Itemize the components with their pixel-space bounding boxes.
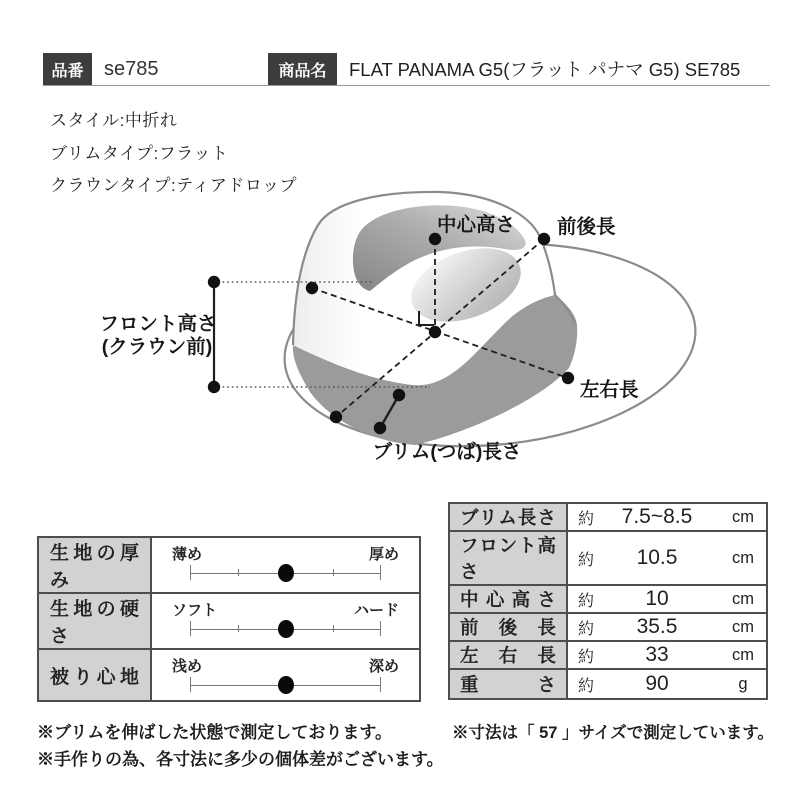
feel-row-label-text: 被り心地 [50,666,139,688]
dot-crown-front-top [306,282,318,294]
dot-bracket-bottom [208,381,220,393]
spec-unit: cm [732,548,754,567]
feel-row-label-text: 生地の厚み [50,543,139,591]
feel-row-scale [152,594,419,648]
spec-approx: 約 [578,677,595,695]
spec-label-text: 前後長 [460,617,556,638]
feel-row-label [39,538,152,592]
spec-label-text: 左右長 [460,645,556,666]
attribute-crown-type: クラウンタイプ:ティアドロップ [50,176,297,195]
spec-label-text: 中心高さ [460,589,556,610]
slider-tick [333,625,334,632]
spec-label-text: ブリム長さ [460,507,556,528]
slider-tick [238,569,239,576]
dot-brim-edge [374,422,386,434]
spec-label-text: フロント高さ [460,535,556,582]
spec-table [448,502,768,700]
spec-approx: 約 [578,592,595,610]
slider-tick [190,565,191,580]
feel-row-scale [152,538,419,592]
scale-right-label: ハード [353,602,399,619]
attribute-style: スタイル:中折れ [50,111,178,130]
product-name-value: FLAT PANAMA G5(フラット パナマ G5) SE785 [349,59,741,80]
feel-slider-dot [278,620,294,638]
slider-tick [380,565,381,580]
dot-front-back [538,233,550,245]
spec-approx: 約 [578,648,595,666]
label-front-back-length: 前後長 [557,216,616,238]
footnotes-left [37,719,444,773]
label-brim-length: ブリム(つば)長さ [372,441,522,463]
feel-row-thickness [39,538,419,594]
attribute-brim-type: ブリムタイプ:フラット [50,144,229,163]
spec-row-weight [450,670,766,698]
label-front-height-line2: (クラウン前) [101,336,213,358]
spec-value: 33 [645,643,669,666]
product-name-label-text: 商品名 [278,62,327,80]
label-left-right-length: 左右長 [580,379,639,401]
spec-value: 7.5~8.5 [621,505,693,528]
label-center-height: 中心高さ [436,214,516,236]
spec-row-center-height [450,586,766,614]
feel-slider [190,620,381,637]
slider-tick [190,677,191,692]
scale-right-label: 深め [368,658,399,675]
feel-slider-dot [278,564,294,582]
slider-tick [380,677,381,692]
spec-unit: cm [732,617,754,636]
spec-unit: cm [732,589,754,608]
dot-crown-base-center [429,326,441,338]
scale-left-label: 薄め [172,546,203,563]
scale-right-label: 厚め [368,546,399,563]
spec-row-brim-length [450,504,766,532]
slider-tick [333,569,334,576]
spec-row-front-back-length [450,614,766,642]
dot-bracket-top [208,276,220,288]
dot-brim-front-left [330,411,342,423]
scale-left-label: 浅め [172,658,203,675]
slider-tick [190,621,191,636]
spec-value: 35.5 [636,615,678,638]
feel-row-label [39,594,152,648]
feel-slider-dot [278,676,294,694]
spec-approx: 約 [578,510,595,528]
footnote-handmade: ※手作りの為、各寸法に多少の個体差がございます。 [37,750,444,769]
slider-tick [380,621,381,636]
feel-row-label-text: 生地の硬さ [50,599,139,647]
part-number-label-text: 品番 [51,62,84,80]
spec-row-left-right-length [450,642,766,670]
feel-row-stiffness [39,594,419,650]
spec-approx: 約 [578,551,595,569]
dot-brim-inner [393,389,405,401]
feel-table [37,536,421,702]
part-number-value: se785 [104,57,159,80]
feel-row-label [39,650,152,700]
slider-tick [238,625,239,632]
scale-left-label: ソフト [172,602,218,619]
feel-slider [190,564,381,581]
label-front-height-line1: フロント高さ [99,313,217,335]
spec-value: 90 [645,672,669,695]
spec-label-text: 重さ [460,674,556,695]
spec-value: 10 [645,587,669,610]
spec-unit: cm [732,645,754,664]
spec-unit: g [738,674,748,693]
feel-row-fit-depth [39,650,419,700]
dot-left-right [562,372,574,384]
footnote-size-basis: ※寸法は「 57 」サイズで測定しています。 [452,724,774,742]
spec-unit: cm [732,507,754,526]
spec-approx: 約 [578,620,595,638]
footnote-measurement: ※ブリムを伸ばした状態で測定しております。 [37,723,392,742]
feel-slider [190,676,381,693]
feel-row-scale [152,650,419,700]
spec-value: 10.5 [636,546,678,569]
spec-row-front-height [450,532,766,586]
